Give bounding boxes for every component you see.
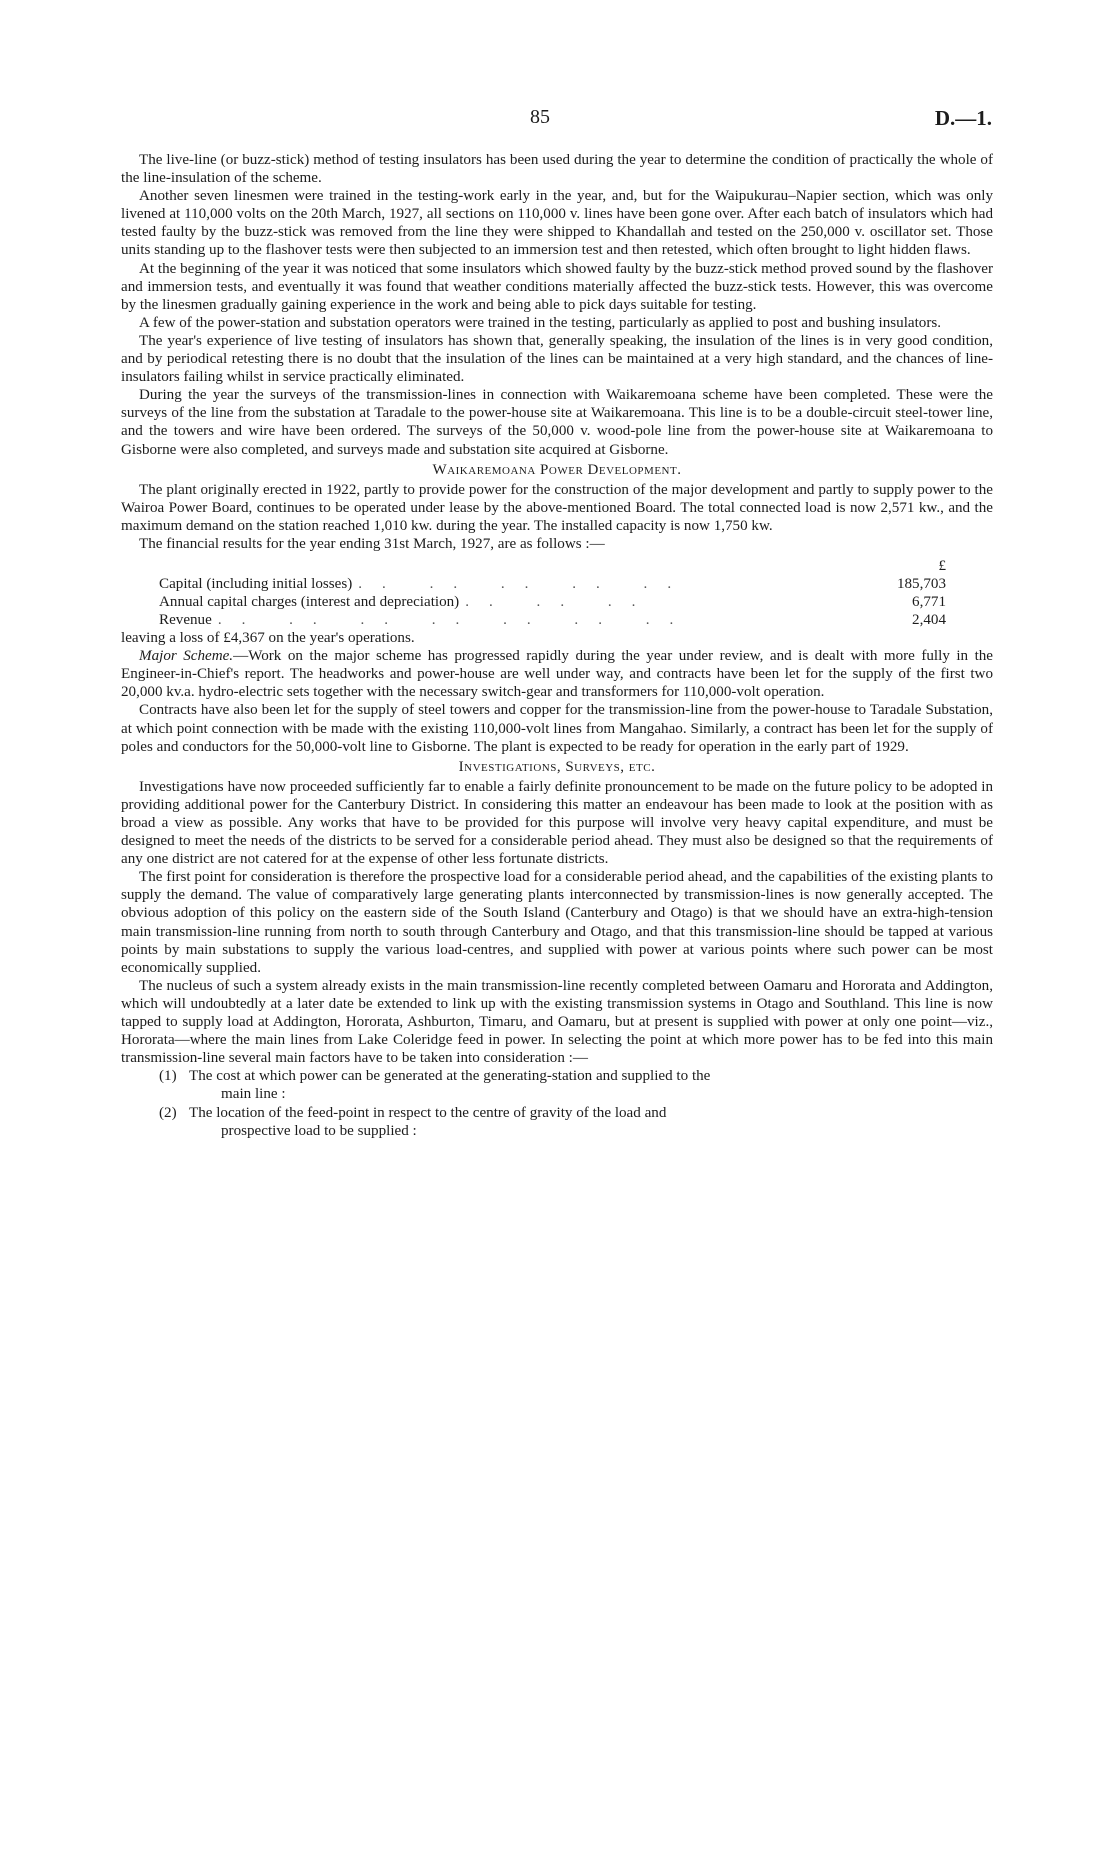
paragraph: Investigations have now proceeded sufficiently far to enable a fairly definite pronouncement to be made on the future policy to be adopted in providing additional power for the Canterbury District. In considering this matter an endeavour has been made to look at the position with as broad a view as possible. Any works that have to be provided for this purpose will involve very heavy capital expenditure, and must be designed to meet the needs of the districts to be served for a considerable period ahead. They must also be designed so that the requirements of any one district are not catered for at the expense of other less fortunate districts. xyxy=(121,778,993,868)
paragraph: Another seven linesmen were trained in the testing-work early in the year, and, but for the Waipukurau–Napier section, which was only livened at 110,000 volts on the 20th March, 1927, all sections on 110,000 v. lines have been gone over. After each batch of insulators which had tested faulty by the buzz-stick was removed from the line they were shipped to Khandallah and tested on the 250,000 v. oscillator set. Those units standing up to the flashover tests were then subjected to an immersion test and then retested, which often brought to light hidden flaws. xyxy=(121,188,993,259)
paragraph: Contracts have also been let for the supply of steel towers and copper for the transmission-line from the power-house to Taradale Substation, at which point connection with be made with the existing 110,000-volt lines from Mangahao. Similarly, a contract has been let for the supply of poles and conductors for the 50,000-volt line to Gisborne. The plant is expected to be ready for operation in the early part of 1929. xyxy=(121,702,993,755)
major-scheme-title: Major Scheme. xyxy=(139,648,234,665)
table-header-row xyxy=(159,557,946,575)
paragraph: The year's experience of live testing of insulators has shown that, generally speaking, the insulation of the lines is in very good condition, and by periodical retesting there is no doubt that the insulation of the lines can be maintained at a very high standard, and the chances of line-insulators failing whilst in service practically eliminated. xyxy=(121,332,993,386)
row-label: Annual capital charges (interest and depreciation) xyxy=(159,594,460,611)
table-row: Capital (including initial losses) .. .. .. .. .. 185,703 xyxy=(159,576,946,593)
row-value: 2,404 xyxy=(912,612,946,629)
section-heading-waikaremoana: Waikaremoana Power Development. xyxy=(432,461,682,478)
list-number: (2) xyxy=(159,1104,177,1121)
list-text: The cost at which power can be generated at the generating-station and supplied to the xyxy=(189,1068,711,1085)
row-label: Revenue xyxy=(159,612,212,629)
list-number: (1) xyxy=(159,1068,177,1085)
paragraph-major-scheme xyxy=(121,647,993,701)
major-scheme-text: —Work on the major scheme has progressed rapidly during the year under review, and is dealt with more fully in the Engineer-in-Chief's report. The headworks and power-house are well under way, and contracts have been let for the supply of the first two 20,000 kv.a. hydro-electric sets together with the necessary switch-gear and transformers for 110,000-volt operation. xyxy=(121,648,994,701)
paragraph: During the year the surveys of the transmission-lines in connection with Waikaremoana scheme have been completed. These were the surveys of the line from the substation at Taradale to the power-house site at Waikaremoana. This line is to be a double-circuit steel-tower line, and the towers and wire have been ordered. The surveys of the 50,000 v. wood-pole line from the power-house site at Waikaremoana to Gisborne were also completed, and surveys made and substation site acquired at Gisborne. xyxy=(121,387,993,458)
table-row: Annual capital charges (interest and depreciation) .. .. .. 6,771 xyxy=(159,594,946,611)
table-row: Revenue .. .. .. .. .. .. .. 2,404 xyxy=(159,612,946,629)
paragraph: At the beginning of the year it was noticed that some insulators which showed faulty by the buzz-stick method proved sound by the flashover and immersion tests, and eventually it was found that weather conditions materially affected the buzz-stick tests. However, this was overcome by the linesmen gradually gaining experience in the work and being able to pick days suitable for testing. xyxy=(121,260,993,313)
page-number: 85 xyxy=(530,106,550,128)
list-item xyxy=(159,1104,993,1140)
paragraph: The financial results for the year ending 31st March, 1927, are as follows :— xyxy=(139,535,605,552)
paragraph: The live-line (or buzz-stick) method of testing insulators has been used during the year to determine the condition of practically the whole of the line-insulation of the scheme. xyxy=(121,152,993,187)
section-heading-investigations: Investigations, Surveys, etc. xyxy=(458,758,656,775)
row-value: 185,703 xyxy=(896,576,946,593)
currency-header: £ xyxy=(938,558,946,575)
list-text: The location of the feed-point in respect to the centre of gravity of the load and xyxy=(189,1104,667,1121)
page-header xyxy=(0,106,1114,136)
list-item xyxy=(159,1067,993,1103)
row-value: 6,771 xyxy=(912,594,946,611)
loss-line: leaving a loss of £4,367 on the year's operations. xyxy=(121,630,415,647)
list-text-continued: main line : xyxy=(221,1086,286,1103)
paragraph: A few of the power-station and substation operators were trained in the testing, particularly as applied to post and bushing insulators. xyxy=(139,314,941,331)
body-text xyxy=(121,151,993,1140)
list-text-continued: prospective load to be supplied : xyxy=(221,1122,417,1139)
paragraph: The nucleus of such a system already exists in the main transmission-line recently completed between Oamaru and Hororata and Addington, which will undoubtedly at a later date be extended to link up with the existing transmission systems in Otago and Southland. This line is now tapped to supply load at Addington, Hororata, Ashburton, Timaru, and Oamaru, but at present is supplied with power at only one point—viz., Hororata—where the main lines from Lake Coleridge feed in power. In selecting the point at which more power has to be fed into this main transmission-line several main factors have to be taken into consideration :— xyxy=(121,977,993,1067)
financial-results-table xyxy=(159,557,946,629)
paragraph: The first point for consideration is therefore the prospective load for a considerable period ahead, and the capabilities of the existing plants to supply the demand. The value of comparatively large generating plants interconnected by transmission-lines is now generally accepted. The obvious adoption of this policy on the eastern side of the South Island (Canterbury and Otago) is that we should have an extra-high-tension main transmission-line running from north to south through Canterbury and Otago, and that this transmission-line should be tapped at various points by main substations to supply the various load-centres, and supplied with power at various points where such power can be most economically supplied. xyxy=(121,869,993,976)
paragraph: The plant originally erected in 1922, partly to provide power for the construction of the major development and partly to supply power to the Wairoa Power Board, continues to be operated under lease by the above-mentioned Board. The total connected load is now 2,571 kw., and the maximum demand on the station reached 1,010 kw. during the year. The installed capacity is now 1,750 kw. xyxy=(121,481,993,534)
row-label: Capital (including initial losses) xyxy=(159,576,353,593)
document-reference: D.—1. xyxy=(934,106,992,130)
